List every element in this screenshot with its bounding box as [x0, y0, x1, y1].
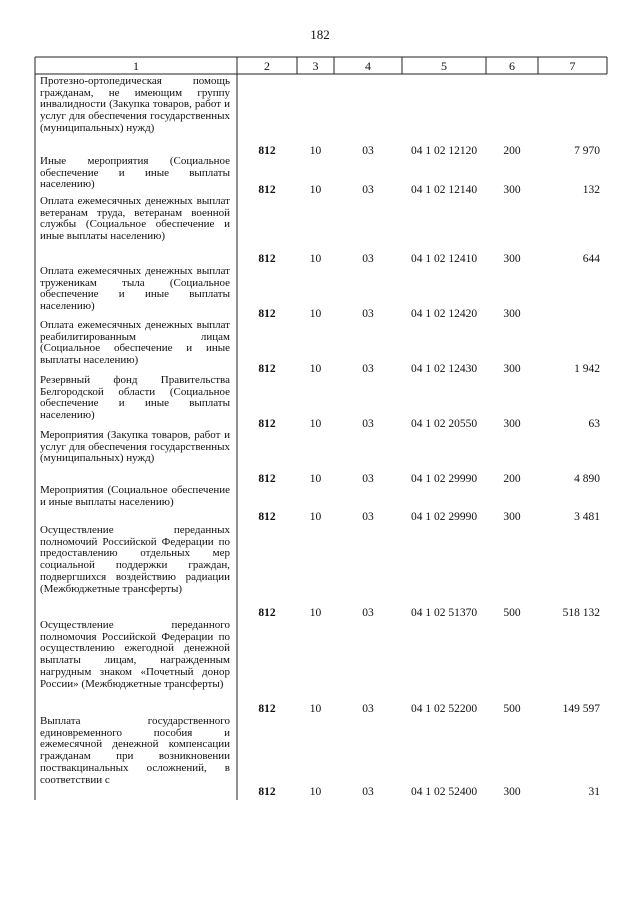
row-col-3: 10 — [309, 786, 322, 798]
row-col-2: 812 — [258, 703, 276, 715]
row-col-7: 7 970 — [574, 145, 600, 157]
header-col-1: 1 — [133, 59, 139, 73]
row-col-5: 04 1 02 12420 — [410, 308, 478, 320]
row-col-7: 63 — [588, 418, 600, 430]
row-col-6: 200 — [503, 145, 521, 157]
row-col-7: 31 — [588, 786, 600, 798]
row-col-7: 644 — [582, 253, 600, 265]
row-description: Мероприятия (Закупка товаров, работ и услуг для обеспечения государственных (муниципальных) нужд) — [40, 429, 230, 465]
row-col-4: 03 — [362, 786, 374, 798]
header-col-7: 7 — [569, 59, 576, 73]
row-col-5: 04 1 02 29990 — [410, 473, 478, 485]
row-col-2: 812 — [258, 184, 276, 196]
row-col-4: 03 — [362, 607, 374, 619]
row-col-4: 03 — [362, 145, 374, 157]
row-col-5: 04 1 02 52200 — [410, 703, 478, 715]
row-col-6: 300 — [503, 511, 521, 523]
row-col-5: 04 1 02 12410 — [410, 253, 478, 265]
row-col-6: 300 — [503, 253, 521, 265]
row-col-5: 04 1 02 12430 — [410, 363, 478, 375]
row-col-2: 812 — [258, 786, 276, 798]
row-col-6: 200 — [503, 473, 521, 485]
row-col-5: 04 1 02 52400 — [410, 786, 478, 798]
header-col-6: 6 — [509, 59, 515, 73]
row-col-4: 03 — [362, 703, 374, 715]
row-description: Выплата государственного единовременного пособия и ежемесячной денежной компенсации гражданам при возникновении поствакцинальных осложнений, в соответствии с — [40, 715, 230, 786]
row-col-3: 10 — [309, 145, 322, 157]
row-col-4: 03 — [362, 184, 374, 196]
row-col-7: 4 890 — [574, 473, 600, 485]
row-col-7: 518 132 — [562, 607, 600, 619]
row-col-5: 04 1 02 20550 — [410, 418, 478, 430]
row-description: Оплата ежемесячных денежных выплат труженикам тыла (Социальное обеспечение и иные выплаты населению) — [40, 265, 230, 313]
row-col-2: 812 — [258, 363, 276, 375]
row-col-3: 10 — [309, 184, 322, 196]
row-col-7: 132 — [582, 184, 600, 196]
row-col-2: 812 — [258, 145, 276, 157]
row-col-5: 04 1 02 12140 — [410, 184, 478, 196]
header-col-3: 3 — [312, 59, 319, 73]
row-col-7: 3 481 — [574, 511, 600, 523]
row-col-7: 149 597 — [562, 703, 600, 715]
header-col-4: 4 — [365, 59, 371, 73]
row-col-2: 812 — [258, 418, 276, 430]
row-description: Иные мероприятия (Социальное обеспечение и иные выплаты населению) — [40, 155, 230, 191]
row-col-3: 10 — [309, 308, 322, 320]
row-col-3: 10 — [309, 473, 322, 485]
row-col-2: 812 — [258, 607, 276, 619]
row-col-2: 812 — [258, 308, 276, 320]
row-col-3: 10 — [309, 607, 322, 619]
row-description: Мероприятия (Социальное обеспечение и иные выплаты населению) — [40, 484, 230, 508]
row-col-3: 10 — [309, 511, 322, 523]
row-col-3: 10 — [309, 703, 322, 715]
row-col-4: 03 — [362, 473, 374, 485]
row-col-4: 03 — [362, 308, 374, 320]
row-col-6: 300 — [503, 184, 521, 196]
row-col-3: 10 — [309, 418, 322, 430]
row-description: Протезно-ортопедическая помощь гражданам, не имеющим группу инвалидности (Закупка товаров, работ и услуг для обеспечения государственных (муниципальных) нужд) — [40, 75, 230, 134]
row-col-6: 300 — [503, 418, 521, 430]
row-col-2: 812 — [258, 253, 276, 265]
row-col-3: 10 — [309, 363, 322, 375]
header-col-5: 5 — [441, 59, 447, 73]
row-col-2: 812 — [258, 511, 276, 523]
row-col-4: 03 — [362, 511, 374, 523]
row-col-7: 1 942 — [574, 363, 600, 375]
row-col-6: 300 — [503, 786, 521, 798]
row-col-4: 03 — [362, 418, 374, 430]
row-col-6: 300 — [503, 363, 521, 375]
row-description: Осуществление переданного полномочия Российской Федерации по осуществлению ежегодной денежной выплаты лицам, награжденным нагрудным знаком «Почетный донор России» (Межбюджетные трансферты) — [40, 619, 230, 690]
row-col-3: 10 — [309, 253, 322, 265]
row-col-4: 03 — [362, 363, 374, 375]
row-col-5: 04 1 02 12120 — [410, 145, 478, 157]
row-description: Оплата ежемесячных денежных выплат реабилитированным лицам (Социальное обеспечение и иные выплаты населению) — [40, 319, 230, 367]
row-description: Резервный фонд Правительства Белгородской области (Социальное обеспечение и иные выплаты населению) — [40, 374, 230, 422]
row-col-6: 300 — [503, 308, 521, 320]
row-description: Оплата ежемесячных денежных выплат ветеранам труда, ветеранам военной службы (Социальное обеспечение и иные выплаты населению) — [40, 195, 230, 243]
row-col-4: 03 — [362, 253, 374, 265]
row-col-5: 04 1 02 29990 — [410, 511, 478, 523]
row-col-5: 04 1 02 51370 — [410, 607, 478, 619]
row-col-2: 812 — [258, 473, 276, 485]
page-number: 182 — [310, 27, 330, 42]
row-description: Осуществление переданных полномочий Российской Федерации по предоставлению отдельных мер социальной поддержки граждан, подвергшихся воздействию радиации (Межбюджетные трансферты) — [40, 524, 230, 595]
row-col-6: 500 — [503, 607, 521, 619]
row-col-6: 500 — [503, 703, 521, 715]
header-col-2: 2 — [264, 59, 270, 73]
